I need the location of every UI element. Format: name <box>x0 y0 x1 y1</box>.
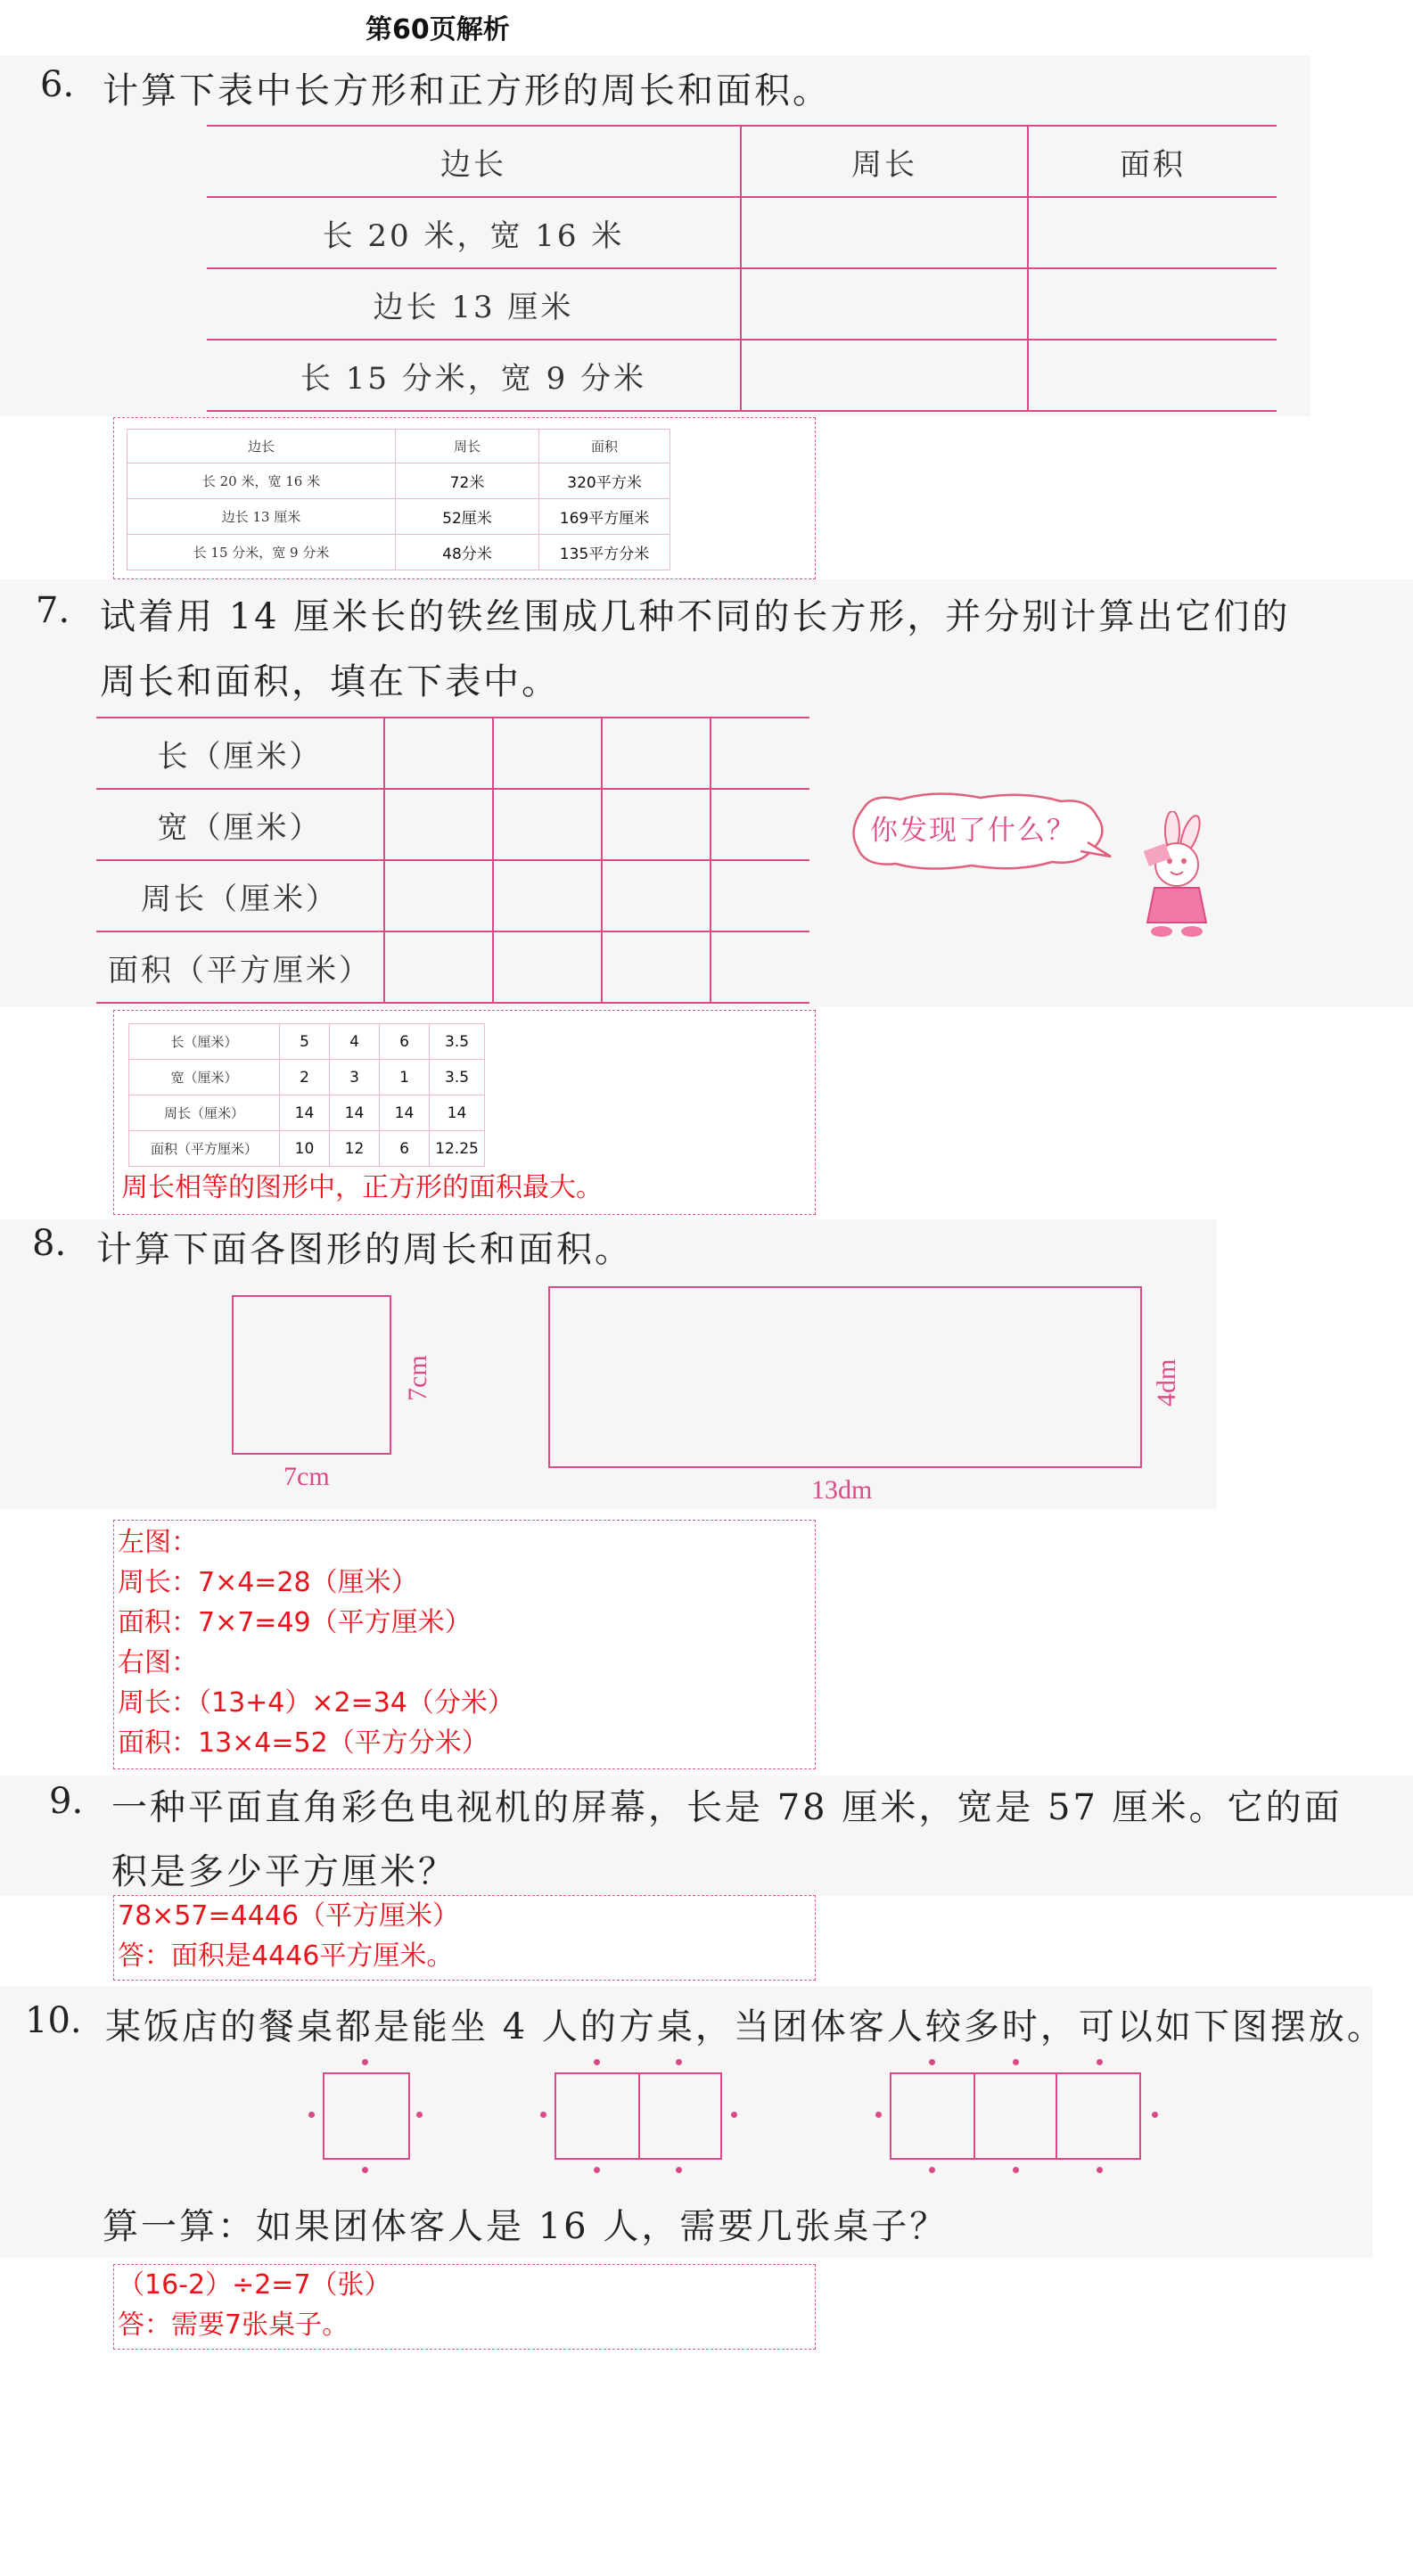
q7-ans-value: 10 <box>280 1131 330 1167</box>
square-bottom-label: 7cm <box>283 1462 330 1491</box>
q7-blank-cell <box>384 718 493 789</box>
seat-dot <box>540 2112 546 2118</box>
seat-dot <box>1097 2059 1103 2065</box>
q7-blank-cell <box>602 789 711 860</box>
q6-ans-perimeter: 48分米 <box>396 535 539 570</box>
seat-dot <box>875 2112 882 2118</box>
q6-header-area: 面积 <box>1028 126 1277 197</box>
q8-answer-line: 周长：（13+4）×2=34（分米） <box>118 1687 514 1719</box>
seat-dot <box>731 2112 737 2118</box>
seat-dot <box>676 2167 682 2173</box>
q7-row-label: 周长（厘米） <box>96 860 384 931</box>
q7-ans-value: 14 <box>280 1095 330 1131</box>
q9-number: 9. <box>49 1781 84 1822</box>
seat-dot <box>308 2112 315 2118</box>
q6-ans-header: 边长 <box>127 430 396 464</box>
square-table <box>973 2072 1057 2160</box>
q7-blank-cell <box>711 789 809 860</box>
seat-dot <box>362 2059 368 2065</box>
q7-ans-value: 6 <box>380 1131 430 1167</box>
q7-blank-cell <box>602 931 711 1003</box>
q6-blank-cell <box>1028 268 1277 340</box>
rectangle-side-label: 4dm <box>1152 1358 1181 1407</box>
q6-ans-area: 135平方分米 <box>539 535 670 570</box>
q6-row-label: 长 20 米，宽 16 米 <box>207 197 741 268</box>
q7-blank-cell <box>384 931 493 1003</box>
q7-ans-value: 3.5 <box>430 1024 485 1060</box>
q8-answer-line: 右图： <box>118 1647 198 1678</box>
q7-blank-cell <box>384 860 493 931</box>
seat-dot <box>594 2167 600 2173</box>
square-table <box>1057 2072 1141 2160</box>
square-table <box>555 2072 640 2160</box>
q7-row-label: 宽（厘米） <box>96 789 384 860</box>
q6-ans-header: 面积 <box>539 430 670 464</box>
q7-number: 7. <box>36 590 70 631</box>
q6-blank-cell <box>741 340 1028 411</box>
seat-dot <box>929 2059 935 2065</box>
square-figure <box>232 1295 391 1455</box>
q7-blank-cell <box>711 718 809 789</box>
q9-line1: 一种平面直角彩色电视机的屏幕，长是 78 厘米，宽是 57 厘米。它的面 <box>111 1787 1343 1828</box>
q7-row-label: 面积（平方厘米） <box>96 931 384 1003</box>
q7-ans-label: 长（厘米） <box>129 1024 280 1060</box>
seat-dot <box>1152 2112 1158 2118</box>
square-table <box>890 2072 975 2160</box>
q6-text: 计算下表中长方形和正方形的周长和面积。 <box>103 70 831 111</box>
q9-answer-box <box>113 1895 816 1981</box>
q7-ans-label: 宽（厘米） <box>129 1060 280 1095</box>
seat-dot <box>594 2059 600 2065</box>
q8-text: 计算下面各图形的周长和面积。 <box>96 1229 633 1270</box>
q8-number: 8. <box>32 1223 67 1264</box>
q7-blank-cell <box>493 931 602 1003</box>
q6-answer-table <box>127 429 670 570</box>
q7-line1: 试着用 14 厘米长的铁丝围成几种不同的长方形，并分别计算出它们的 <box>100 596 1291 637</box>
q6-blank-cell <box>741 197 1028 268</box>
q7-ans-value: 12 <box>330 1131 380 1167</box>
q9-answer-line: 答：面积是4446平方厘米。 <box>118 1940 454 1972</box>
q6-row-label: 长 15 分米，宽 9 分米 <box>207 340 741 411</box>
q6-answer-box <box>113 417 816 579</box>
q7-blank-cell <box>384 789 493 860</box>
q8-answer-line: 周长：7×4=28（厘米） <box>118 1567 418 1598</box>
seat-dot <box>416 2112 423 2118</box>
seat-dot <box>1013 2167 1019 2173</box>
q10-answer-box <box>113 2264 816 2350</box>
q7-conclusion: 周长相等的图形中，正方形的面积最大。 <box>121 1172 603 1203</box>
q7-ans-value: 2 <box>280 1060 330 1095</box>
q7-ans-value: 1 <box>380 1060 430 1095</box>
q7-ans-label: 面积（平方厘米） <box>129 1131 280 1167</box>
q7-answer-table <box>128 1023 485 1167</box>
seat-dot <box>676 2059 682 2065</box>
q7-blank-cell <box>493 789 602 860</box>
q6-header-side: 边长 <box>207 126 741 197</box>
q7-ans-value: 6 <box>380 1024 430 1060</box>
q7-ans-value: 14 <box>430 1095 485 1131</box>
q6-ans-perimeter: 72米 <box>396 464 539 499</box>
rabbit-character-icon <box>1110 811 1226 945</box>
q6-blank-cell <box>1028 340 1277 411</box>
q8-answer-line: 面积：13×4=52（平方分米） <box>118 1727 489 1759</box>
q10-question: 算一算：如果团体客人是 16 人，需要几张桌子？ <box>103 2206 949 2247</box>
q7-blank-cell <box>711 931 809 1003</box>
square-table <box>323 2072 410 2160</box>
q7-ans-value: 12.25 <box>430 1131 485 1167</box>
q6-ans-header: 周长 <box>396 430 539 464</box>
q7-ans-value: 4 <box>330 1024 380 1060</box>
q6-ans-side: 长 20 米，宽 16 米 <box>127 464 396 499</box>
q7-blank-cell <box>493 860 602 931</box>
q7-blank-cell <box>602 718 711 789</box>
q6-question-table <box>207 125 1277 412</box>
q7-blank-cell <box>493 718 602 789</box>
q6-number: 6. <box>40 64 75 105</box>
square-table <box>638 2072 722 2160</box>
q7-question-table <box>96 717 809 1004</box>
seat-dot <box>1097 2167 1103 2173</box>
q7-line2: 周长和面积，填在下表中。 <box>100 661 560 702</box>
q6-blank-cell <box>741 268 1028 340</box>
q6-blank-cell <box>1028 197 1277 268</box>
q6-ans-side: 边长 13 厘米 <box>127 499 396 535</box>
q9-answer-line: 78×57=4446（平方厘米） <box>118 1900 459 1932</box>
q6-ans-side: 长 15 分米，宽 9 分米 <box>127 535 396 570</box>
q6-ans-area: 169平方厘米 <box>539 499 670 535</box>
q10-answer-line: （16-2）÷2=7（张） <box>118 2269 391 2301</box>
q6-header-perimeter: 周长 <box>741 126 1028 197</box>
q8-answer-box <box>113 1520 816 1769</box>
q7-ans-value: 14 <box>330 1095 380 1131</box>
rectangle-bottom-label: 13dm <box>811 1475 873 1505</box>
q6-ans-perimeter: 52厘米 <box>396 499 539 535</box>
q10-number: 10. <box>25 2000 82 2041</box>
rectangle-figure <box>548 1286 1142 1468</box>
q7-ans-value: 3.5 <box>430 1060 485 1095</box>
q10-answer-line: 答：需要7张桌子。 <box>118 2309 349 2341</box>
seat-dot <box>362 2167 368 2173</box>
q7-blank-cell <box>602 860 711 931</box>
q7-ans-value: 14 <box>380 1095 430 1131</box>
q7-blank-cell <box>711 860 809 931</box>
q6-ans-area: 320平方米 <box>539 464 670 499</box>
square-side-label: 7cm <box>403 1355 432 1401</box>
seat-dot <box>1013 2059 1019 2065</box>
q8-answer-line: 左图： <box>118 1527 198 1558</box>
q9-line2: 积是多少平方厘米？ <box>111 1851 456 1892</box>
q7-row-label: 长（厘米） <box>96 718 384 789</box>
q7-ans-value: 5 <box>280 1024 330 1060</box>
q8-answer-line: 面积：7×7=49（平方厘米） <box>118 1607 472 1638</box>
page-title: 第60页解析 <box>366 14 510 45</box>
q10-text: 某饭店的餐桌都是能坐 4 人的方桌，当团体客人较多时，可以如下图摆放。 <box>105 2006 1385 2047</box>
q7-ans-label: 周长（厘米） <box>129 1095 280 1131</box>
speech-bubble-text: 你发现了什么？ <box>870 815 1076 847</box>
seat-dot <box>929 2167 935 2173</box>
q6-row-label: 边长 13 厘米 <box>207 268 741 340</box>
q7-ans-value: 3 <box>330 1060 380 1095</box>
q7-answer-box <box>113 1010 816 1215</box>
